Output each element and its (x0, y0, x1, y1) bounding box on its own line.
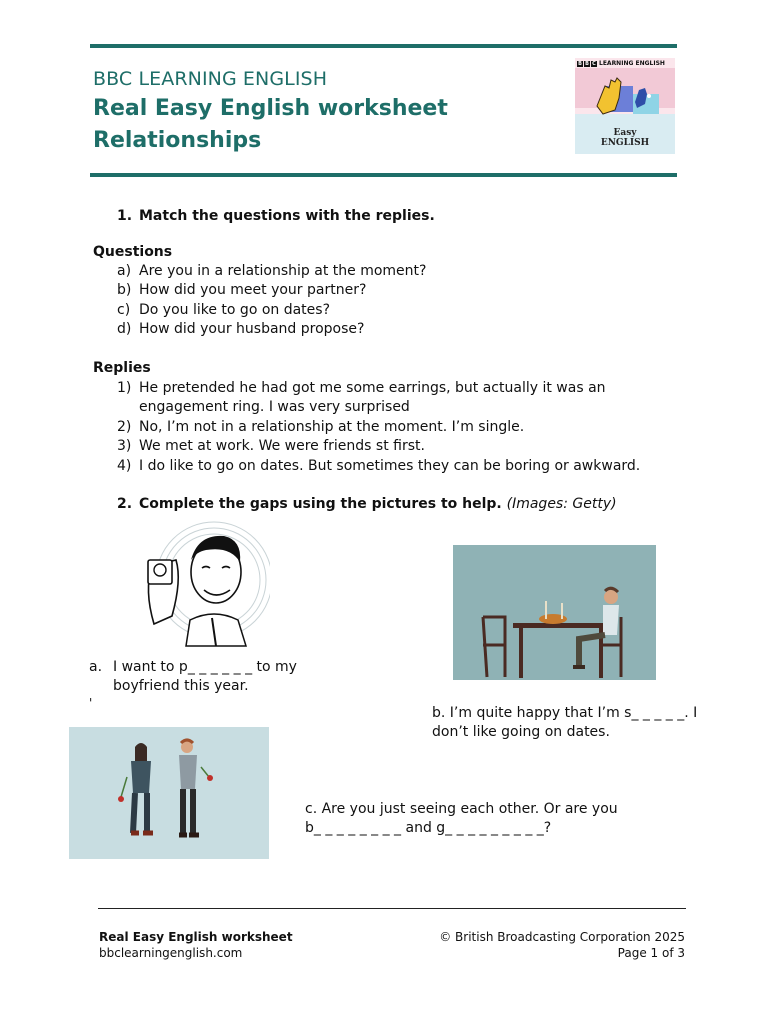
gap-text-line: boyfriend this year. (113, 678, 249, 695)
question-item (117, 320, 657, 339)
worksheet-title: Real Easy English worksheet (93, 96, 448, 121)
gap-text-line: b_ _ _ _ _ _ _ _ and g_ _ _ _ _ _ _ _ _? (305, 820, 552, 837)
reply-marker: 2) (117, 418, 132, 435)
footer-rule (98, 908, 686, 909)
logo-easy-english (575, 128, 675, 148)
gap-text-line: I want to p_ _ _ _ _ _ to my (113, 659, 297, 675)
exercise-instruction: Match the questions with the replies. (139, 208, 435, 224)
questions-list (117, 262, 657, 340)
reply-item (117, 437, 657, 456)
question-marker: a) (117, 263, 132, 279)
footer-website: bbclearningenglish.com (99, 946, 243, 960)
question-text: How did your husband propose? (139, 321, 365, 338)
man-with-ring-illustration-icon (134, 520, 270, 648)
bbc-letter: C (592, 61, 596, 67)
couple-with-flowers-illustration-icon (69, 727, 269, 859)
reply-item (117, 418, 657, 437)
reply-item (117, 457, 657, 476)
gap-marker: a. (89, 659, 103, 675)
logo-easy: Easy (613, 128, 637, 138)
question-text: Are you in a relationship at the moment? (139, 263, 427, 279)
stray-mark: ' (89, 696, 93, 710)
reply-marker: 3) (117, 438, 132, 455)
easy-english-logo (575, 58, 675, 154)
footer-left (99, 929, 293, 961)
question-text: How did you meet your partner? (139, 282, 367, 299)
footer-copyright: © British Broadcasting Corporation 2025 (439, 930, 685, 944)
footer-worksheet-name: Real Easy English worksheet (99, 930, 293, 944)
reply-item (117, 379, 657, 418)
question-item (117, 301, 657, 320)
question-marker: d) (117, 321, 132, 338)
logo-english: ENGLISH (600, 138, 650, 148)
page-number: Page 1 of 3 (617, 946, 685, 960)
bbc-letter: B (578, 61, 582, 67)
footer-right (439, 929, 685, 961)
reply-text: He pretended he had got me some earrings, but actually it was an engagement ring. I was very surprised (139, 380, 606, 416)
gap-text-line: don’t like going on dates. (432, 724, 610, 741)
exercise-number: 2. (117, 496, 133, 512)
gap-text-line: b. I’m quite happy that I’m s_ _ _ _ _. I (432, 705, 698, 721)
dinner-table-illustration-icon (453, 545, 656, 680)
question-item (117, 281, 657, 300)
reply-text: I do like to go on dates. But sometimes they can be boring or awkward. (139, 457, 641, 474)
exercise-instruction: Complete the gaps using the pictures to help. (139, 496, 502, 512)
reply-marker: 4) (117, 457, 132, 474)
gap-sentence-b (432, 704, 712, 743)
image-credit: (Images: Getty) (506, 496, 617, 512)
replies-list (117, 379, 657, 476)
reply-marker: 1) (117, 380, 132, 396)
header-top-rule (90, 44, 677, 48)
bbc-letter: B (585, 61, 589, 67)
gap-sentence-c (305, 800, 645, 839)
reply-text: No, I’m not in a relationship at the moment. I’m single. (139, 418, 525, 435)
question-marker: c) (117, 301, 131, 318)
header-bottom-rule (90, 173, 677, 177)
exercise-number: 1. (117, 208, 133, 224)
gap-sentence-a (89, 658, 297, 697)
exercise-1-heading (117, 208, 435, 224)
replies-heading: Replies (93, 360, 151, 376)
reply-text: We met at work. We were friends st first. (139, 438, 425, 455)
worksheet-topic: Relationships (93, 128, 262, 153)
questions-heading: Questions (93, 244, 173, 260)
question-item (117, 262, 657, 281)
logo-learning-english: LEARNING ENGLISH (599, 60, 665, 67)
gap-text-line: c. Are you just seeing each other. Or are you (305, 801, 618, 817)
question-marker: b) (117, 282, 132, 299)
question-text: Do you like to go on dates? (139, 301, 331, 318)
brand-name: BBC LEARNING ENGLISH (93, 68, 328, 90)
exercise-2-heading (117, 496, 617, 512)
